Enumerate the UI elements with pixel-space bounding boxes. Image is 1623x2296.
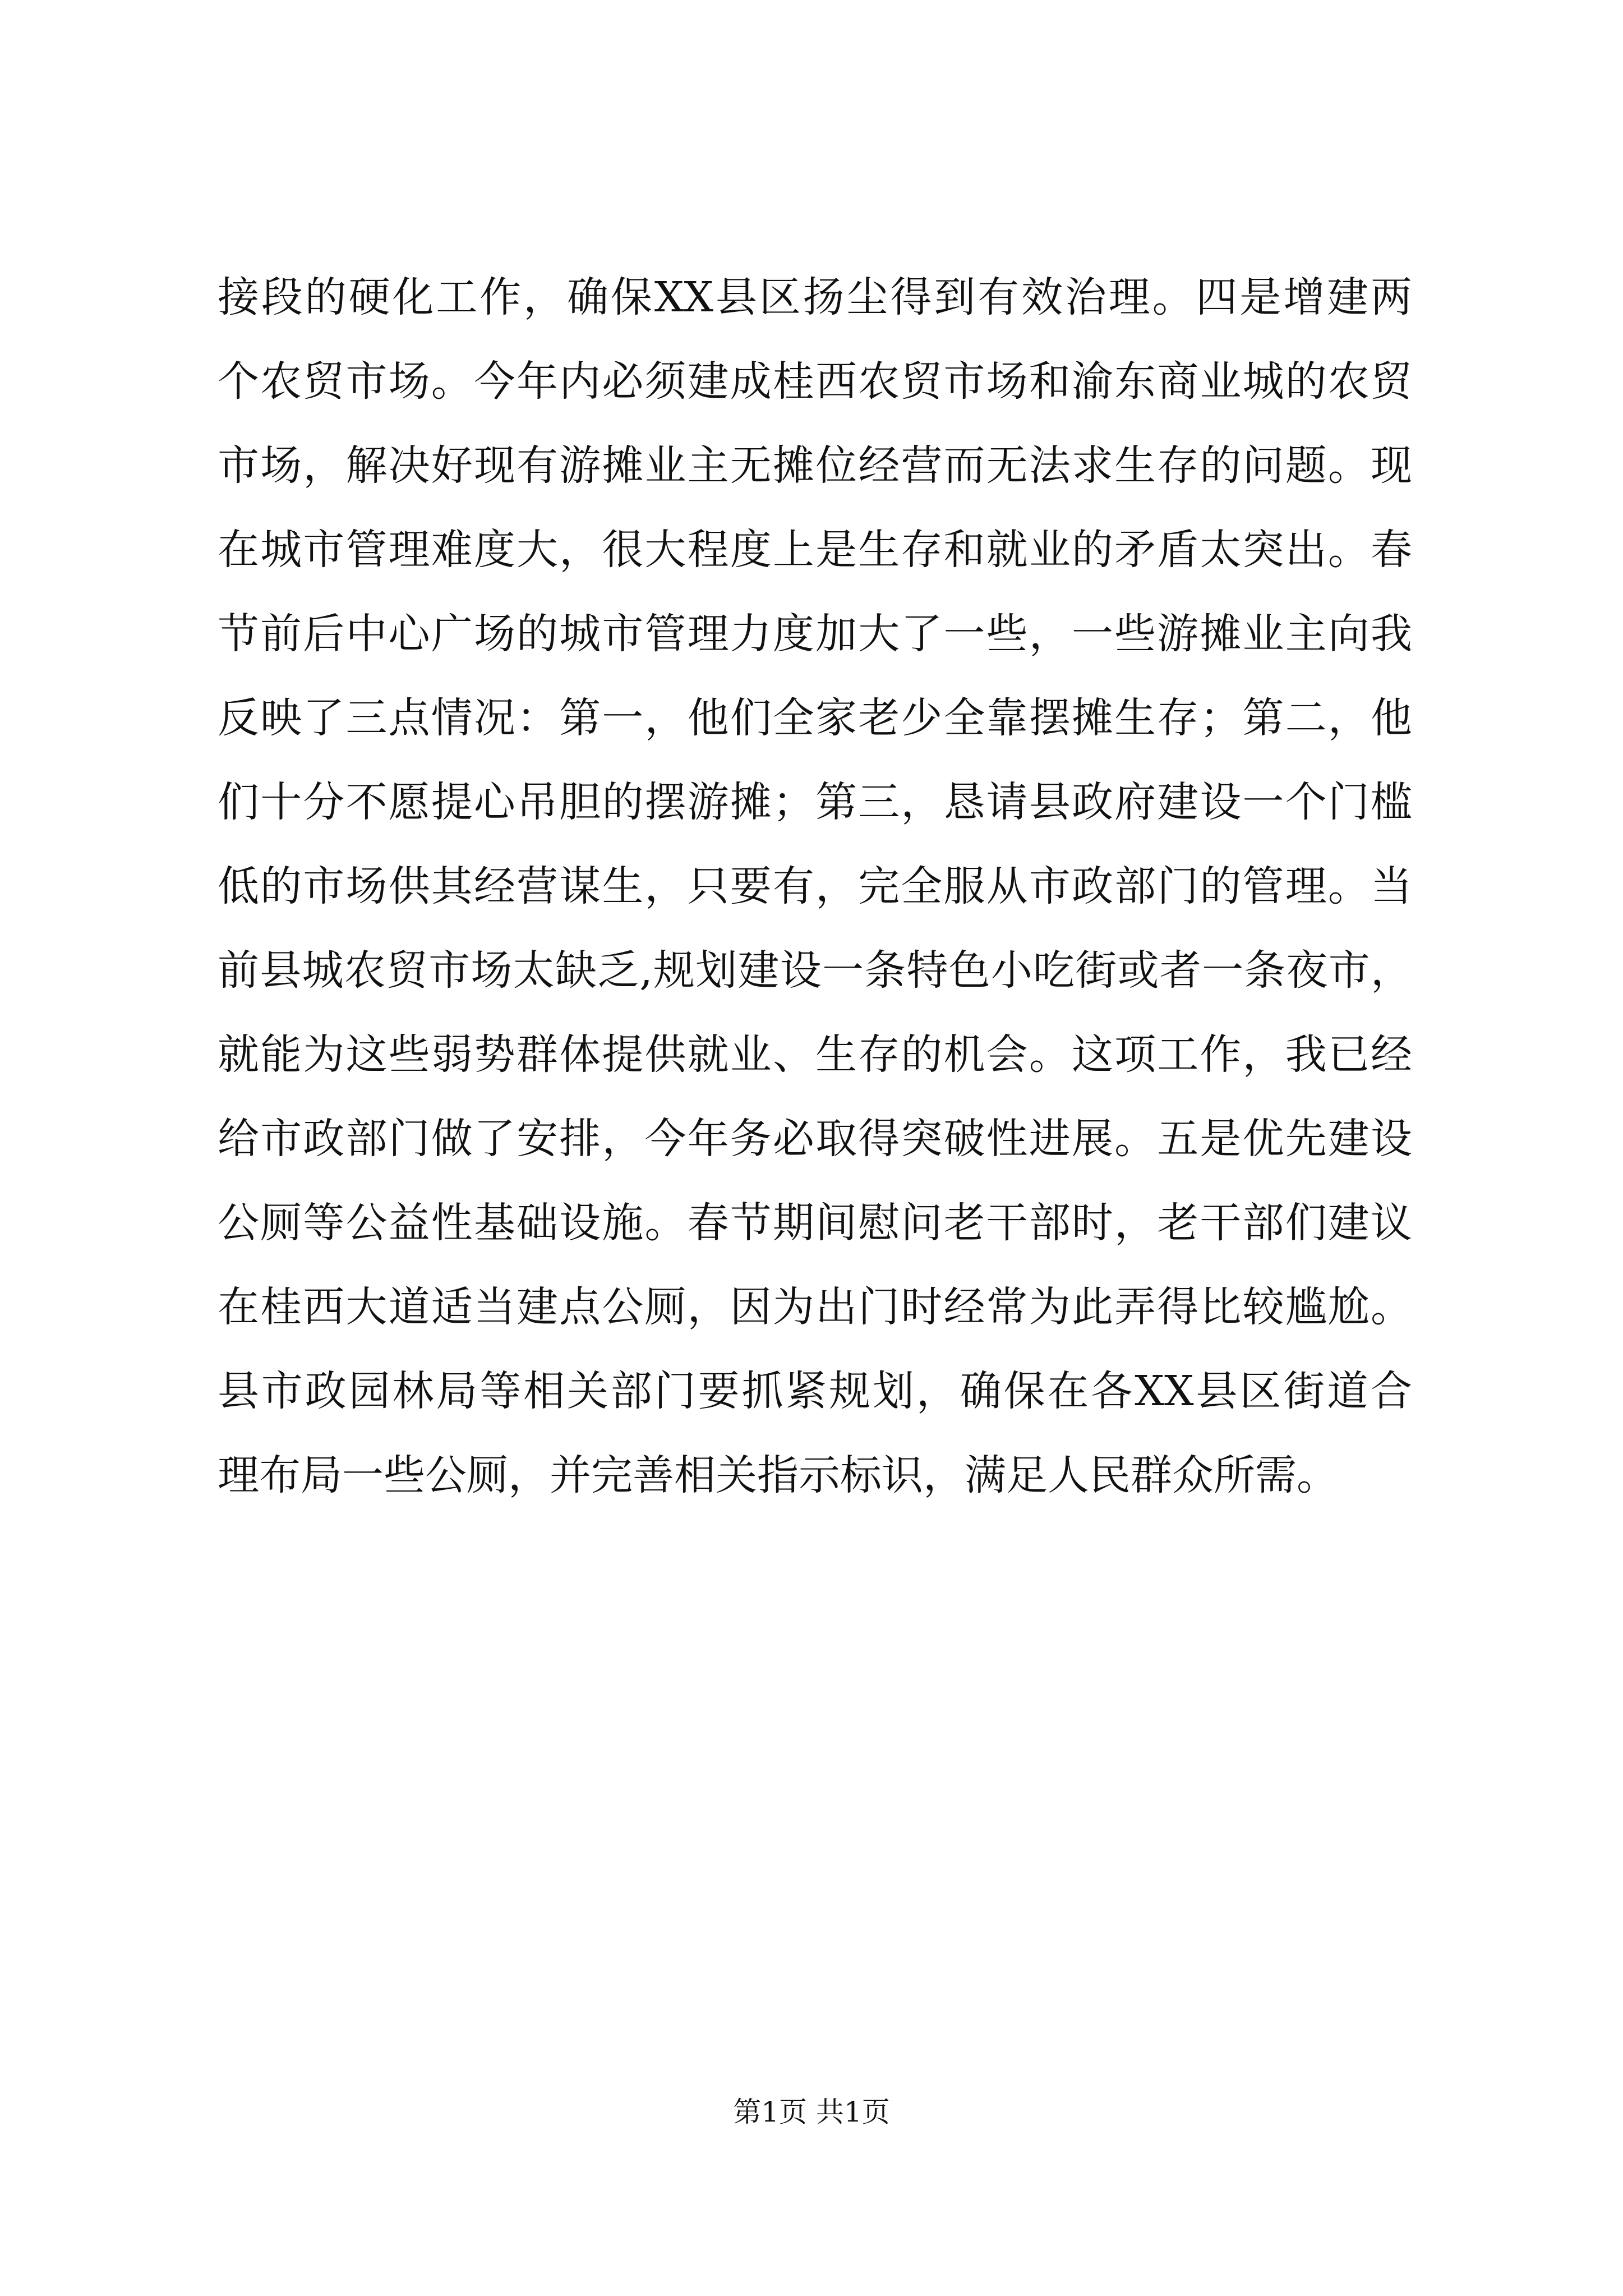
text-line: 个农贸市场。今年内必须建成桂西农贸市场和渝东商业城的农贸	[218, 357, 1412, 406]
page-footer	[0, 2092, 1623, 2132]
text-line: 就能为这些弱势群体提供就业、生存的机会。这项工作，我已经	[218, 1030, 1412, 1079]
page-number: 第1页 共1页	[733, 2096, 890, 2128]
text-line: 前县城农贸市场太缺乏,规划建设一条特色小吃街或者一条夜市，	[218, 946, 1412, 995]
text-line: 理布局一些公厕，并完善相关指示标识，满足人民群众所需。	[218, 1451, 1338, 1499]
body-paragraph	[218, 255, 1412, 1517]
text-line: 低的市场供其经营谋生，只要有，完全服从市政部门的管理。当	[218, 862, 1412, 910]
text-line: 县市政园林局等相关部门要抓紧规划，确保在各XX县区街道合	[218, 1367, 1412, 1415]
text-line: 市场，解决好现有游摊业主无摊位经营而无法求生存的问题。现	[218, 441, 1412, 490]
text-line: 在桂西大道适当建点公厕，因为出门时经常为此弄得比较尴尬。	[218, 1283, 1412, 1331]
text-line: 在城市管理难度大，很大程度上是生存和就业的矛盾太突出。春	[218, 526, 1412, 574]
text-line: 反映了三点情况：第一，他们全家老少全靠摆摊生存；第二，他	[218, 694, 1412, 742]
text-line: 接段的硬化工作，确保XX县区扬尘得到有效治理。四是增建两	[218, 273, 1412, 321]
text-line: 们十分不愿提心吊胆的摆游摊；第三，恳请县政府建设一个门槛	[218, 778, 1412, 826]
text-line: 公厕等公益性基础设施。春节期间慰问老干部时，老干部们建议	[218, 1199, 1412, 1247]
text-line: 给市政部门做了安排，今年务必取得突破性进展。五是优先建设	[218, 1115, 1412, 1163]
text-line: 节前后中心广场的城市管理力度加大了一些，一些游摊业主向我	[218, 610, 1412, 658]
